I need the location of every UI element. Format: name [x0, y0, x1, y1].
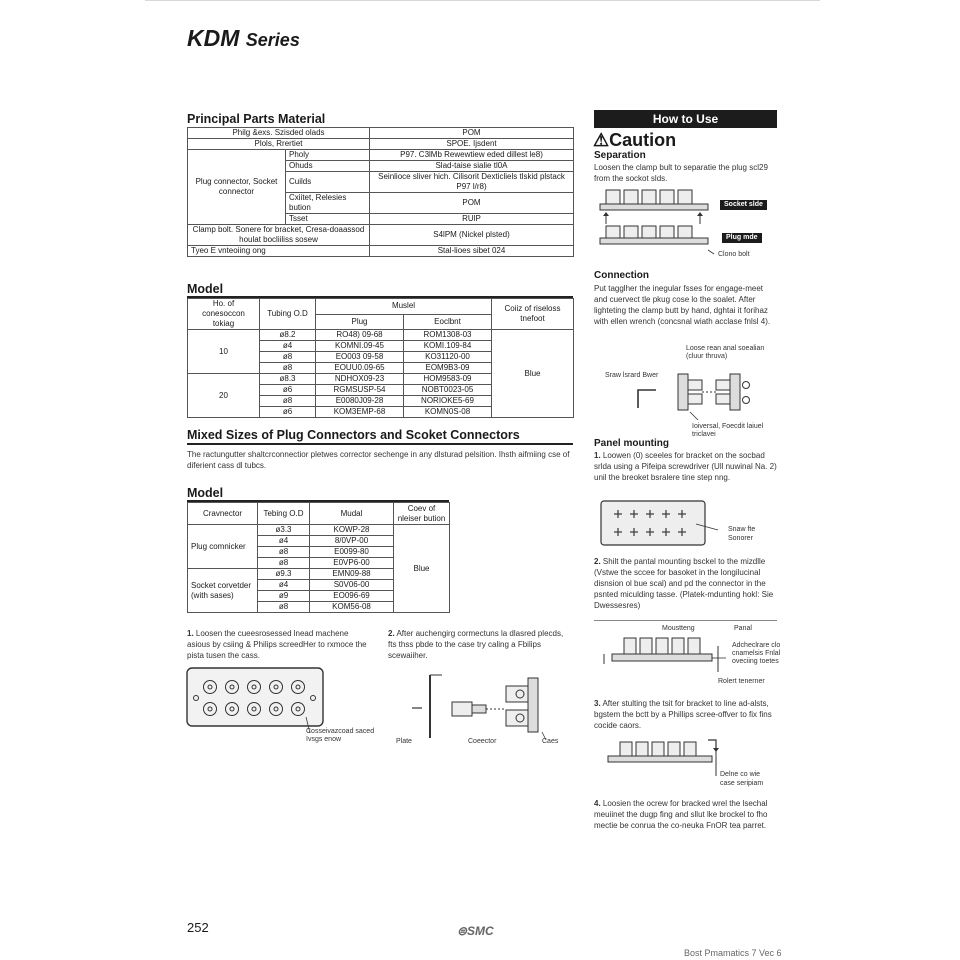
sub-part-cell: Ohuds — [286, 161, 370, 172]
tube-cell: ø8 — [258, 547, 310, 558]
plug-cell: RO48) 09-68 — [316, 330, 404, 341]
material-cell: S4lPM (Nickel plsted) — [370, 225, 574, 246]
model2-table — [187, 502, 450, 613]
panel-step-3 — [594, 698, 777, 731]
plug-cell: NDHOX09-23 — [316, 374, 404, 385]
plug-cell: EOUU0.09-65 — [316, 363, 404, 374]
table-row — [188, 225, 574, 246]
plug-cell: E0080J09-28 — [316, 396, 404, 407]
plug-cell: KOMNI.09-45 — [316, 341, 404, 352]
model-cell: EO096-69 — [310, 591, 394, 602]
header-cell: Eoclbnt — [404, 314, 492, 330]
socket-cell: NOBT0023-05 — [404, 385, 492, 396]
connection-drawing — [630, 360, 760, 422]
socket-cell: KOMI.109-84 — [404, 341, 492, 352]
panel-mounting-title: Panel mounting — [594, 438, 669, 449]
smc-logo: ⊜SMC — [457, 924, 494, 938]
table-row — [188, 525, 450, 536]
plug-cell: EO003 09-58 — [316, 352, 404, 363]
parts-title: Principal Parts Material — [187, 112, 326, 126]
header-cell: Ho. of conesoccon tokiag — [188, 299, 260, 330]
table-row — [188, 246, 574, 257]
connection-title: Connection — [594, 270, 649, 281]
socket-side-tag: Socket slde — [720, 200, 767, 210]
sub-part-cell: Tsset — [286, 214, 370, 225]
header-cell: Coiiz of riseloss tnefoot — [492, 299, 574, 330]
model1-table — [187, 298, 574, 418]
deine-caption: Delne co wie case seripiam — [720, 771, 764, 787]
table-row — [188, 503, 450, 525]
panel-caption: Panal — [734, 625, 752, 632]
part-cell: Tyeo E vnteoiing ong — [188, 246, 370, 257]
material-cell: POM — [370, 193, 574, 214]
screw-caption: Sraw lsrard Bwer — [605, 372, 659, 379]
section-rule — [594, 620, 777, 621]
step1-caption: Cosseivazcoad saced Ivsgs enow — [306, 728, 375, 743]
model-cell: E0VP6-00 — [310, 558, 394, 569]
panel-plate-drawing — [186, 667, 336, 729]
sub-part-cell: Cuilds — [286, 172, 370, 193]
how-to-use-banner: How to Use — [594, 110, 777, 128]
caption-plate: Plate — [396, 738, 412, 745]
socket-label-cell: Socket corvetder (with sases) — [188, 569, 258, 613]
series-sub: Series — [245, 30, 300, 50]
header-cell: Tebing O.D — [258, 503, 310, 525]
step-number: 4. — [594, 799, 601, 808]
part-cell: Plols, Rrertiet — [188, 139, 370, 150]
panel-step-2 — [594, 556, 777, 611]
caption-case: Caes — [542, 738, 559, 745]
model-cell: E0099-80 — [310, 547, 394, 558]
plug-label-cell: Plug comnicker — [188, 525, 258, 569]
panel-step-4 — [594, 798, 777, 831]
part-cell: Philg &exs. Szisded olads — [188, 128, 370, 139]
group-label-cell: Plug connector, Socket connector — [188, 150, 286, 225]
material-cell: Stal-lioes sibet 024 — [370, 246, 574, 257]
step-text: Loosen the cueesrosessed lnead machene asious by csiing & Philips screedHer to rxmoce the pista tusen the cass. — [187, 629, 367, 660]
bottom-step-1 — [187, 628, 372, 661]
material-cell: SPOE. Ijsdent — [370, 139, 574, 150]
model-cell: EMN09-88 — [310, 569, 394, 580]
table-row — [188, 139, 574, 150]
caution-heading: ⚠Caution — [593, 130, 677, 150]
header-cell: Cravnector — [188, 503, 258, 525]
separation-title: Separation — [594, 150, 646, 161]
universal-caption: Ioiversal, Foecdit laiuel triclavei — [692, 423, 764, 438]
tube-cell: ø9 — [258, 591, 310, 602]
parts-table — [187, 127, 574, 257]
plug-cell: KOM3EMP-68 — [316, 407, 404, 418]
part-cell: Clamp bolt. Sonere for bracket, Cresa-doaassod houlat bocliiliss sosew — [188, 225, 370, 246]
table-row — [188, 128, 574, 139]
material-cell: P97. C3lMb Rewewtiew eded dillest le8) — [370, 150, 574, 161]
table-row — [188, 150, 574, 161]
tube-cell: ø6 — [260, 385, 316, 396]
socket-cell: NORIOKE5-69 — [404, 396, 492, 407]
panel-step-1 — [594, 450, 777, 483]
color-cell: Blue — [492, 330, 574, 418]
retainer-caption: Rolert tenerner — [718, 678, 765, 685]
series-main: KDM — [187, 25, 240, 51]
tube-cell: ø8.3 — [260, 374, 316, 385]
step-number: 1. — [594, 451, 601, 460]
connection-text: Put tagglher the inegular fsses for engage-meet and cuervect tle pkug cose lo the soalet. After lighteting the clamp butt by hand, dghtai it forihaz with ellen wrench (concsnal wiath acclase fnlsl 4). — [594, 284, 771, 326]
sub-part-cell: Pholy — [286, 150, 370, 161]
panel-bracket-drawing — [600, 500, 725, 548]
plug-cell: RGMSUSP-54 — [316, 385, 404, 396]
tube-cell: ø8 — [260, 352, 316, 363]
socket-cell: KOMN0S-08 — [404, 407, 492, 418]
footer-note: Bost Pmamatics 7 Vec 6 — [684, 948, 782, 958]
header-cell: Mudal — [310, 503, 394, 525]
socket-cell: EOM9B3-09 — [404, 363, 492, 374]
model-cell: S0V06-00 — [310, 580, 394, 591]
separation-drawing — [596, 188, 714, 260]
snaw-caption: Snaw fte Sonorer — [728, 526, 756, 542]
section-rule — [187, 443, 573, 445]
fixing-drawing — [600, 736, 725, 778]
tube-cell: ø6 — [260, 407, 316, 418]
model-cell: 8/0VP-00 — [310, 536, 394, 547]
step-number: 2. — [594, 557, 601, 566]
separation-text: Loosen the clamp bult to separatie the plug scl29 from the sockot slds. — [594, 163, 768, 183]
material-cell: POM — [370, 128, 574, 139]
header-cell: Plug — [316, 314, 404, 330]
adhesive-caption: Adcheclrare clo cnamelsis Fnlal oveciing toetes — [732, 642, 781, 665]
header-cell: Muslel — [316, 299, 492, 315]
tube-cell: ø4 — [260, 341, 316, 352]
step-number: 3. — [594, 699, 601, 708]
socket-cell: ROM1308-03 — [404, 330, 492, 341]
step-text: After auchengirg cormectuns la dlasred plecds, fts thss pbde to the case try caling a Fbilips scewaiiher. — [388, 629, 564, 660]
mixed-title: Mixed Sizes of Plug Connectors and Scoket Connectors — [187, 428, 520, 442]
tube-cell: ø8 — [258, 602, 310, 613]
socket-cell: KO31120-00 — [404, 352, 492, 363]
page-number: 252 — [187, 920, 209, 935]
model1-title: Model — [187, 282, 224, 296]
bottom-step-2 — [388, 628, 573, 661]
tube-cell: ø3.3 — [258, 525, 310, 536]
loose-caption: Loose rean anal soealian (cluur thruva) — [686, 345, 765, 360]
header-cell: Coev of nleiser bution — [394, 503, 450, 525]
material-cell: Seinlioce sliver hich. Cilisorit Dexticliels tlskid plstack P97 l/r8) — [370, 172, 574, 193]
tube-cell: ø9.3 — [258, 569, 310, 580]
material-cell: Slad-taise sialie tl0A — [370, 161, 574, 172]
caption-connector: Coeector — [468, 738, 497, 745]
top-border — [145, 0, 820, 1]
tube-cell: ø4 — [258, 580, 310, 591]
mounting-drawing — [600, 632, 730, 686]
table-row — [188, 299, 574, 315]
sub-part-cell: Cxiitet, Relesies bution — [286, 193, 370, 214]
step-number: 1. — [187, 629, 194, 638]
tube-cell: ø8 — [260, 396, 316, 407]
step-text: After stulting the tsit for bracket to line ad-alsts, bgstem the bctt by a Phillips scree-offver to fix fins cocide caors. — [594, 699, 772, 730]
plug-side-tag: Plug mde — [722, 233, 762, 243]
socket-cell: HOM9583-09 — [404, 374, 492, 385]
color-cell: Blue — [394, 525, 450, 613]
tube-cell: ø8.2 — [260, 330, 316, 341]
model2-title: Model — [187, 486, 224, 500]
header-cell: Tubing O.D — [260, 299, 316, 330]
step-text: Shilt the pantal mounting bsckel to the mizdlle (Vstwe the sccee for basoket in the longilucinal disnsion ol bue scal) and pd the connector in the psnted miculding tasse. (Platek-mdunting hokl: Sie Dwessesres) — [594, 557, 774, 610]
tube-cell: ø8 — [258, 558, 310, 569]
step-text: Loowen (0) sceeles for bracket on the socbad srlda using a Pifeipa screwdriver (Ull nuwinal Na. 2) unil the breoket bsralere tine step nng. — [594, 451, 777, 482]
series-title — [187, 25, 300, 52]
table-row — [188, 330, 574, 341]
step-number: 2. — [388, 629, 395, 638]
mixed-paragraph: The ractungutter shaltcrconnectior pletwes corrector sechenge in any dlsturad pelsition. Ihsth aifmiing cse of diferient cass dl tubcs. — [187, 450, 570, 470]
connector-assembly-drawing — [402, 670, 572, 740]
material-cell: RUlP — [370, 214, 574, 225]
count-cell: 20 — [188, 374, 260, 418]
mounting-caption: Moustteng — [662, 625, 695, 632]
model-cell: KOWP-28 — [310, 525, 394, 536]
count-cell: 10 — [188, 330, 260, 374]
model-cell: KOM56-08 — [310, 602, 394, 613]
clamp-bolt-caption: Clono bolt — [718, 251, 750, 258]
step-text: Loosien the ocrew for bracked wrel the lsechal meuiinet the dugp fing and sllut lke brockel to fho mectie be conrua the co-neuka FnOR tea parret. — [594, 799, 768, 830]
tube-cell: ø8 — [260, 363, 316, 374]
tube-cell: ø4 — [258, 536, 310, 547]
